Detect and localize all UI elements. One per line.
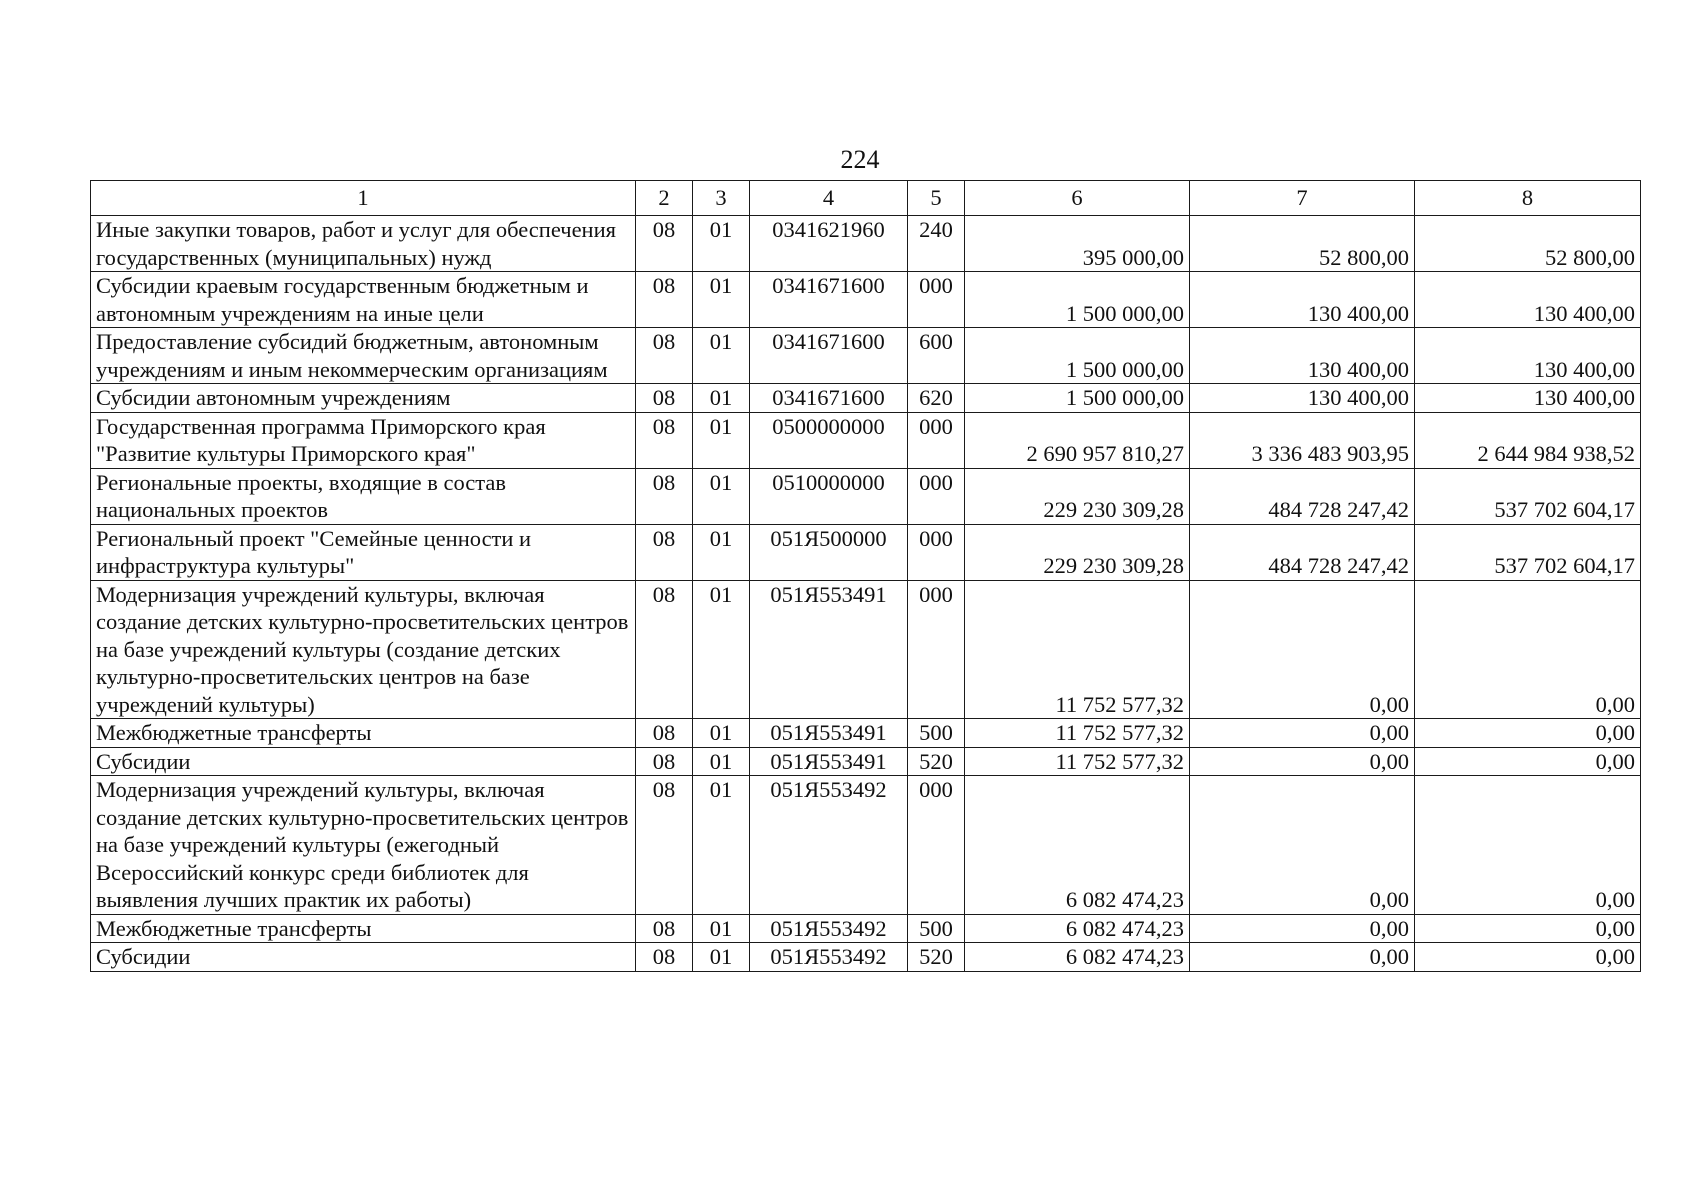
amount-col-7: 0,00 (1190, 943, 1415, 972)
target-article-code: 0341671600 (750, 384, 908, 413)
amount-col-7: 52 800,00 (1190, 216, 1415, 272)
amount-col-7: 3 336 483 903,95 (1190, 412, 1415, 468)
amount-col-7: 130 400,00 (1190, 384, 1415, 413)
amount-col-6: 229 230 309,28 (965, 524, 1190, 580)
amount-col-7: 484 728 247,42 (1190, 524, 1415, 580)
amount-col-7: 0,00 (1190, 914, 1415, 943)
row-description: Модернизация учреждений культуры, включая создание детских культурно-просветительских центров на базе учреждений культуры (ежегодный Всероссийский конкурс среди библиотек для выявления лучших практик их работы) (91, 776, 636, 915)
table-row (91, 914, 1641, 943)
section-code: 08 (636, 412, 693, 468)
header-cell-3: 3 (693, 181, 750, 216)
subsection-code: 01 (693, 943, 750, 972)
target-article-code: 051Я553492 (750, 914, 908, 943)
row-description: Субсидии (91, 943, 636, 972)
subsection-code: 01 (693, 747, 750, 776)
subsection-code: 01 (693, 412, 750, 468)
header-cell-8: 8 (1415, 181, 1641, 216)
subsection-code: 01 (693, 914, 750, 943)
expense-type-code: 000 (908, 272, 965, 328)
row-description: Межбюджетные трансферты (91, 914, 636, 943)
amount-col-6: 11 752 577,32 (965, 719, 1190, 748)
header-cell-2: 2 (636, 181, 693, 216)
amount-col-7: 484 728 247,42 (1190, 468, 1415, 524)
subsection-code: 01 (693, 468, 750, 524)
row-description: Субсидии (91, 747, 636, 776)
section-code: 08 (636, 384, 693, 413)
amount-col-8: 0,00 (1415, 747, 1641, 776)
amount-col-8: 537 702 604,17 (1415, 524, 1641, 580)
amount-col-8: 0,00 (1415, 580, 1641, 719)
row-description: Межбюджетные трансферты (91, 719, 636, 748)
subsection-code: 01 (693, 719, 750, 748)
target-article-code: 0500000000 (750, 412, 908, 468)
subsection-code: 01 (693, 776, 750, 915)
page-number: 224 (840, 145, 880, 174)
table-row (91, 943, 1641, 972)
target-article-code: 0341671600 (750, 272, 908, 328)
section-code: 08 (636, 776, 693, 915)
amount-col-6: 6 082 474,23 (965, 914, 1190, 943)
amount-col-6: 229 230 309,28 (965, 468, 1190, 524)
amount-col-8: 130 400,00 (1415, 384, 1641, 413)
header-row (91, 181, 1641, 216)
amount-col-8: 2 644 984 938,52 (1415, 412, 1641, 468)
row-description: Субсидии автономным учреждениям (91, 384, 636, 413)
table-row (91, 328, 1641, 384)
expense-type-code: 000 (908, 412, 965, 468)
row-description: Модернизация учреждений культуры, включая создание детских культурно-просветительских центров на базе учреждений культуры (создание детских культурно-просветительских центров на базе учреждений культуры) (91, 580, 636, 719)
target-article-code: 051Я553491 (750, 580, 908, 719)
amount-col-6: 1 500 000,00 (965, 272, 1190, 328)
expense-type-code: 000 (908, 524, 965, 580)
section-code: 08 (636, 914, 693, 943)
row-description: Иные закупки товаров, работ и услуг для обеспечения государственных (муниципальных) нужд (91, 216, 636, 272)
amount-col-8: 0,00 (1415, 914, 1641, 943)
amount-col-7: 0,00 (1190, 776, 1415, 915)
section-code: 08 (636, 580, 693, 719)
section-code: 08 (636, 328, 693, 384)
amount-col-8: 0,00 (1415, 719, 1641, 748)
expense-type-code: 600 (908, 328, 965, 384)
expense-type-code: 000 (908, 468, 965, 524)
amount-col-7: 0,00 (1190, 719, 1415, 748)
table-row (91, 719, 1641, 748)
subsection-code: 01 (693, 580, 750, 719)
row-description: Региональный проект "Семейные ценности и инфраструктура культуры" (91, 524, 636, 580)
subsection-code: 01 (693, 384, 750, 413)
target-article-code: 0510000000 (750, 468, 908, 524)
budget-table (90, 180, 1641, 972)
header-cell-1: 1 (91, 181, 636, 216)
section-code: 08 (636, 524, 693, 580)
row-description: Предоставление субсидий бюджетным, автономным учреждениям и иным некоммерческим организациям (91, 328, 636, 384)
subsection-code: 01 (693, 272, 750, 328)
section-code: 08 (636, 943, 693, 972)
expense-type-code: 620 (908, 384, 965, 413)
target-article-code: 0341621960 (750, 216, 908, 272)
table-row (91, 384, 1641, 413)
expense-type-code: 520 (908, 747, 965, 776)
header-cell-4: 4 (750, 181, 908, 216)
amount-col-7: 0,00 (1190, 747, 1415, 776)
header-cell-5: 5 (908, 181, 965, 216)
amount-col-6: 11 752 577,32 (965, 747, 1190, 776)
section-code: 08 (636, 272, 693, 328)
expense-type-code: 500 (908, 719, 965, 748)
amount-col-8: 0,00 (1415, 776, 1641, 915)
table-row (91, 776, 1641, 915)
header-cell-6: 6 (965, 181, 1190, 216)
amount-col-8: 537 702 604,17 (1415, 468, 1641, 524)
amount-col-6: 11 752 577,32 (965, 580, 1190, 719)
target-article-code: 0341671600 (750, 328, 908, 384)
row-description: Государственная программа Приморского края "Развитие культуры Приморского края" (91, 412, 636, 468)
table-row (91, 412, 1641, 468)
expense-type-code: 500 (908, 914, 965, 943)
subsection-code: 01 (693, 216, 750, 272)
target-article-code: 051Я553492 (750, 943, 908, 972)
target-article-code: 051Я553491 (750, 719, 908, 748)
row-description: Региональные проекты, входящие в состав национальных проектов (91, 468, 636, 524)
table-row (91, 272, 1641, 328)
amount-col-7: 130 400,00 (1190, 272, 1415, 328)
amount-col-8: 130 400,00 (1415, 328, 1641, 384)
expense-type-code: 520 (908, 943, 965, 972)
row-description: Субсидии краевым государственным бюджетным и автономным учреждениям на иные цели (91, 272, 636, 328)
amount-col-8: 0,00 (1415, 943, 1641, 972)
table-row (91, 524, 1641, 580)
section-code: 08 (636, 468, 693, 524)
expense-type-code: 240 (908, 216, 965, 272)
amount-col-7: 0,00 (1190, 580, 1415, 719)
section-code: 08 (636, 747, 693, 776)
target-article-code: 051Я500000 (750, 524, 908, 580)
subsection-code: 01 (693, 328, 750, 384)
amount-col-7: 130 400,00 (1190, 328, 1415, 384)
amount-col-6: 1 500 000,00 (965, 384, 1190, 413)
amount-col-6: 6 082 474,23 (965, 776, 1190, 915)
section-code: 08 (636, 719, 693, 748)
subsection-code: 01 (693, 524, 750, 580)
target-article-code: 051Я553491 (750, 747, 908, 776)
amount-col-6: 395 000,00 (965, 216, 1190, 272)
table-row (91, 747, 1641, 776)
amount-col-6: 1 500 000,00 (965, 328, 1190, 384)
table-row (91, 580, 1641, 719)
expense-type-code: 000 (908, 776, 965, 915)
section-code: 08 (636, 216, 693, 272)
amount-col-6: 2 690 957 810,27 (965, 412, 1190, 468)
amount-col-6: 6 082 474,23 (965, 943, 1190, 972)
table-row (91, 216, 1641, 272)
target-article-code: 051Я553492 (750, 776, 908, 915)
expense-type-code: 000 (908, 580, 965, 719)
table-row (91, 468, 1641, 524)
header-cell-7: 7 (1190, 181, 1415, 216)
amount-col-8: 130 400,00 (1415, 272, 1641, 328)
amount-col-8: 52 800,00 (1415, 216, 1641, 272)
